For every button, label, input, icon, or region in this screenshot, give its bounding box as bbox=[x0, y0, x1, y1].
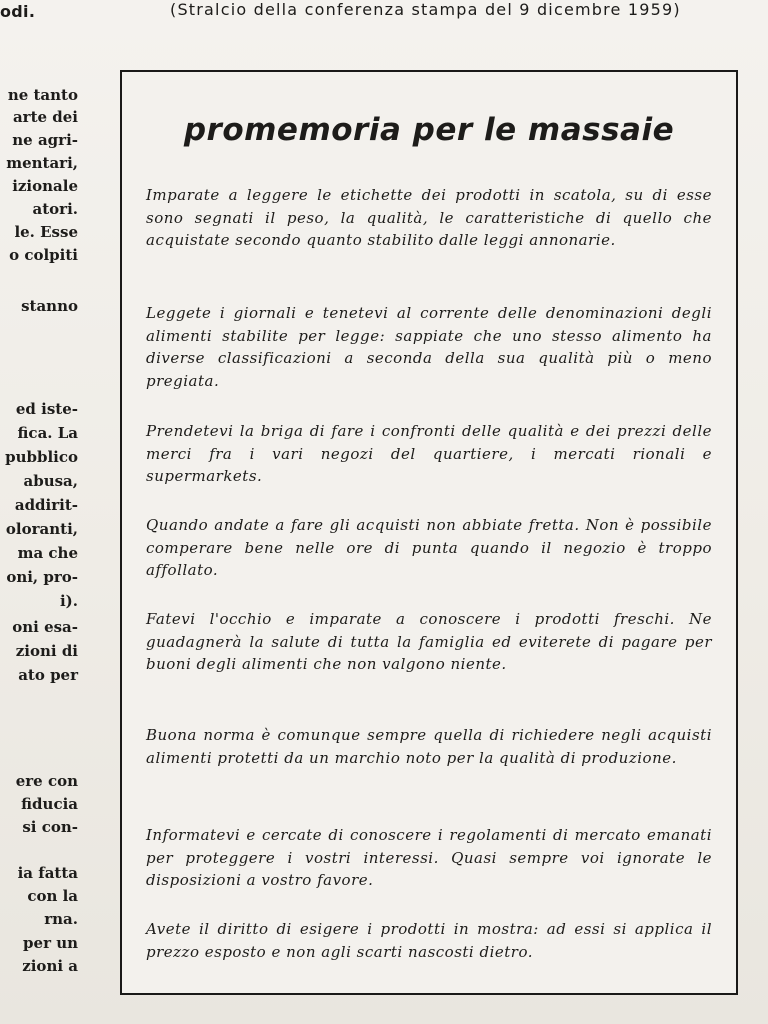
tip-paragraph: Buona norma è comunque sempre quella di richiedere negli acquisti alimenti protetti da un marchio noto per la qualità di produzione. bbox=[146, 726, 712, 767]
left-column-line: con la bbox=[27, 887, 78, 905]
left-column-line: ere con bbox=[15, 772, 78, 790]
left-column-line: abusa, bbox=[23, 472, 78, 490]
left-column-line: fica. La bbox=[17, 424, 78, 442]
tip-paragraph: Informatevi e cercate di conoscere i regolamenti di mercato emanati per proteggere i vostri interessi. Quasi sempre voi ignorate le disposizioni a vostro favore. bbox=[146, 826, 712, 889]
left-column-line: zioni di bbox=[15, 642, 78, 660]
left-column-line: ia fatta bbox=[17, 864, 78, 882]
left-column-line: zioni a bbox=[22, 957, 78, 975]
tip-paragraph: Avete il diritto di esigere i prodotti in mostra: ad essi si applica il prezzo esposto e non agli scarti nascosti dietro. bbox=[146, 920, 712, 961]
left-column-line: stanno bbox=[21, 297, 78, 315]
tip-paragraph: Prendetevi la briga di fare i confronti delle qualità e dei prezzi delle merci fra i vari negozi del quartiere, i mercati rionali e supermarkets. bbox=[146, 422, 712, 485]
left-column-line: atori. bbox=[32, 200, 78, 218]
left-column-line: ne tanto bbox=[7, 86, 78, 104]
box-title: promemoria per le massaie bbox=[183, 112, 675, 148]
left-column-line: o colpiti bbox=[9, 246, 78, 264]
left-column-line: ato per bbox=[18, 666, 78, 684]
left-column-line: rna. bbox=[44, 910, 78, 928]
left-column-line: pubblico bbox=[5, 448, 78, 466]
left-column-line: mentari, bbox=[6, 154, 78, 172]
tip-paragraph: Imparate a leggere le etichette dei prodotti in scatola, su di esse sono segnati il peso, la qualità, le caratteristiche di quello che acquistate secondo quanto stabilito dalle leggi annonarie. bbox=[146, 186, 712, 249]
tip-paragraph: Fatevi l'occhio e imparate a conoscere i prodotti freschi. Ne guadagnerà la salute di tutta la famiglia ed eviterete di pagare per buoni degli alimenti che non valgono niente. bbox=[146, 610, 712, 673]
tip-paragraph: Leggete i giornali e tenetevi al corrente delle denominazioni degli alimenti stabilite per legge: sappiate che uno stesso alimento ha diverse classificazioni a seconda della sua qualità più o meno pregiata. bbox=[146, 304, 712, 390]
left-column-line: ed iste- bbox=[15, 400, 78, 418]
header-fragment-text: odi. bbox=[0, 2, 36, 21]
left-column-line: oloranti, bbox=[5, 520, 78, 538]
left-column-line: izionale bbox=[12, 177, 78, 195]
source-note: (Stralcio della conferenza stampa del 9 dicembre 1959) bbox=[170, 0, 681, 19]
left-column-line: addirit- bbox=[14, 496, 78, 514]
left-column-line: oni esa- bbox=[12, 618, 78, 636]
left-column-line: per un bbox=[23, 934, 78, 952]
left-column-line: i). bbox=[59, 592, 78, 610]
left-column-line: arte dei bbox=[12, 108, 78, 126]
left-text-column bbox=[0, 0, 78, 1024]
tip-paragraph: Quando andate a fare gli acquisti non abbiate fretta. Non è possibile comperare bene nelle ore di punta quando il negozio è troppo affollato. bbox=[146, 516, 712, 579]
left-column-line: ne agri- bbox=[12, 131, 78, 149]
left-column-line: ma che bbox=[17, 544, 78, 562]
left-column-line: le. Esse bbox=[14, 223, 78, 241]
left-column-line: oni, pro- bbox=[6, 568, 78, 586]
left-column-line: fiducia bbox=[21, 795, 78, 813]
reminder-box bbox=[120, 70, 738, 995]
left-column-line: si con- bbox=[22, 818, 78, 836]
